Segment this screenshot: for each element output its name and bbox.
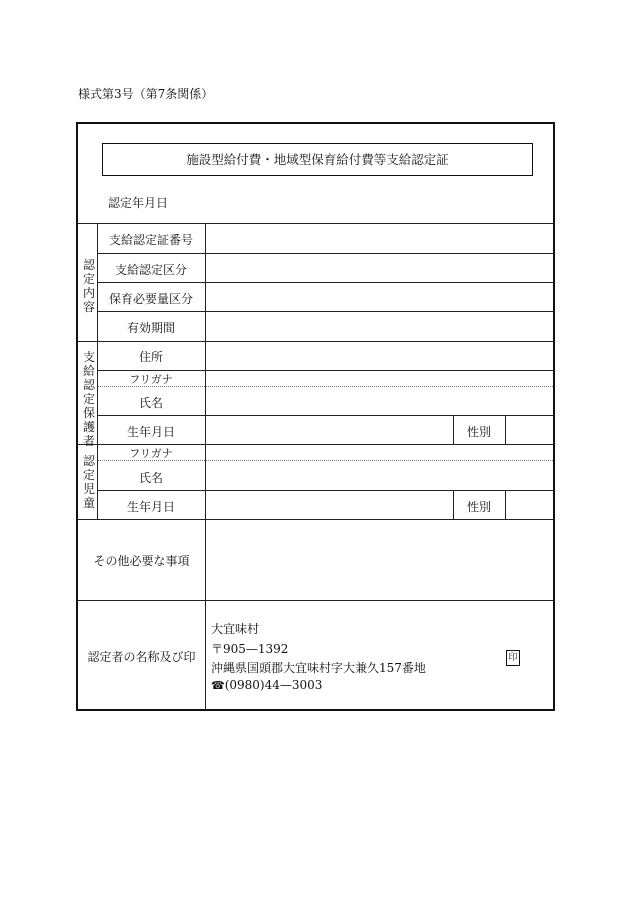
contents-section-heading: 認 定 内 容 [82,258,95,314]
guardian-furigana-label: フリガナ [129,373,173,386]
care-amount-category-label: 保育必要量区分 [108,292,193,306]
validity-period-label: 有効期間 [126,321,175,335]
cert-category-label: 支給認定区分 [114,263,187,277]
certifier-label: 認定者の名称及び印 [87,650,196,664]
guardian-name-label: 氏名 [138,396,163,410]
cert-number-label: 支給認定証番号 [108,233,193,247]
certifier-name: 大宜味村 [211,622,260,636]
certifier-postal: 〒905—1392 [211,642,289,656]
certificate-title: 施設型給付費・地域型保育給付費等支給認定証 [102,143,533,176]
other-matters-label: その他必要な事項 [93,554,190,568]
child-birthdate-label: 生年月日 [126,500,175,514]
child-furigana-label: フリガナ [129,447,173,460]
guardian-address-label: 住所 [138,350,163,364]
guardian-birthdate-label: 生年月日 [126,425,175,439]
certification-date-label: 認定年月日 [108,196,169,210]
certifier-phone-row [211,678,322,692]
child-section-heading: 認 定 児 童 [82,454,95,510]
certificate-form [76,122,555,711]
guardian-gender-label: 性別 [466,425,491,439]
seal-stamp: 印 [506,650,520,666]
form-number: 様式第3号（第7条関係） [78,87,214,101]
child-name-label: 氏名 [138,471,163,485]
certifier-phone: (0980)44—3003 [224,678,323,692]
telephone-icon: ☎ [211,679,225,692]
certifier-address: 沖縄県国頭郡大宜味村字大兼久157番地 [211,661,426,675]
child-gender-label: 性別 [466,500,491,514]
guardian-section-heading: 支 給 認 定 保 護 者 [82,350,95,448]
